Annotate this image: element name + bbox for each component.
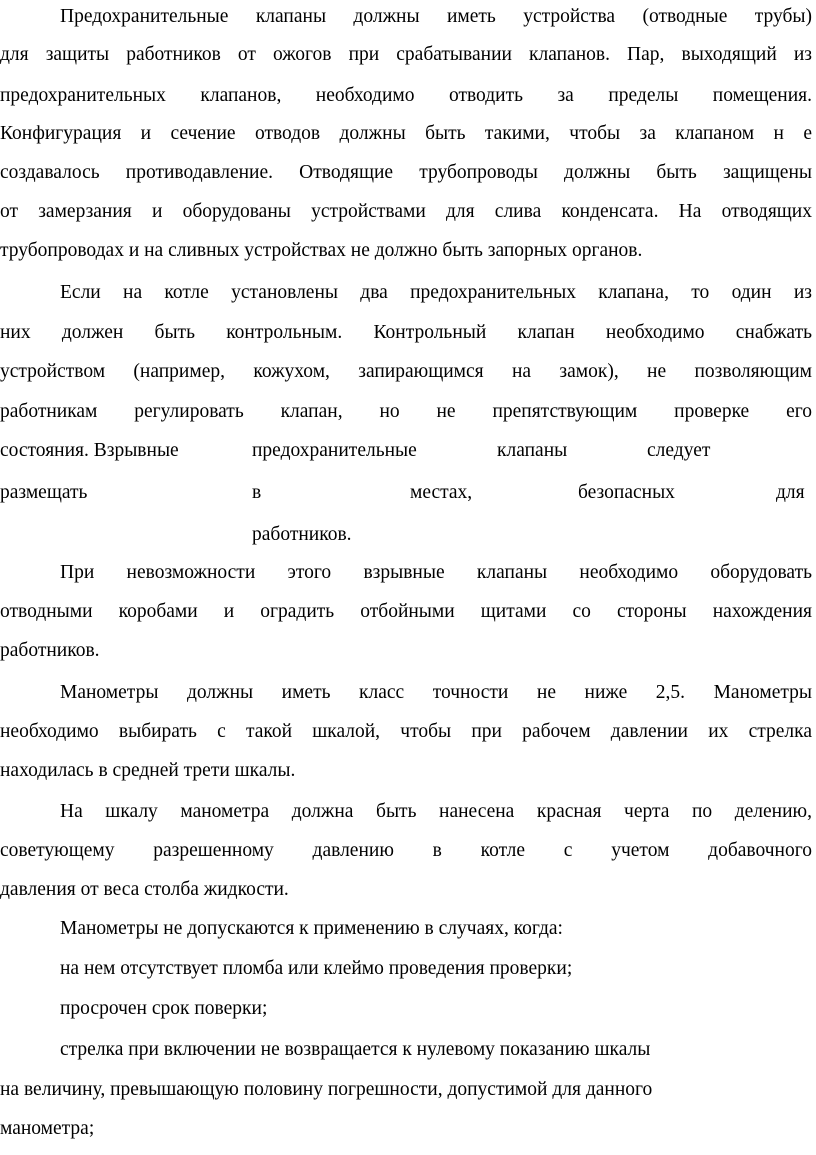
- text-line: на величину, превышающую половину погрешности, допустимой для данного: [0, 1079, 653, 1100]
- text-line: необходимо выбирать с такой шкалой, чтобы при рабочем давлении их стрелка: [0, 721, 812, 742]
- text-line: просрочен срок поверки;: [60, 998, 268, 1019]
- text-line: На шкалу манометра должна быть нанесена красная черта по делению,: [60, 801, 812, 822]
- text-line: для защиты работников от ожогов при срабатывании клапанов. Пар, выходящий из: [0, 44, 812, 65]
- text-line: предохранительных клапанов, необходимо отводить за пределы помещения.: [0, 85, 812, 106]
- text-line: манометра;: [0, 1118, 95, 1139]
- text-line-columns: [0, 474, 812, 512]
- text-cell: следует: [647, 440, 711, 461]
- text-line: устройством (например, кожухом, запирающимся на замок), не позволяющим: [0, 361, 812, 382]
- text-line: давления от веса столба жидкости.: [0, 879, 289, 900]
- text-line: Если на котле установлены два предохранительных клапана, то один из: [60, 282, 812, 303]
- text-line-columns: [0, 432, 812, 470]
- text-line: на нем отсутствует пломба или клеймо проведения проверки;: [60, 958, 573, 979]
- text-line: трубопроводах и на сливных устройствах не должно быть запорных органов.: [0, 240, 643, 261]
- text-cell: размещать: [0, 482, 88, 503]
- text-line: Предохранительные клапаны должны иметь устройства (отводные трубы): [60, 6, 812, 27]
- text-cell: в: [252, 482, 262, 503]
- text-line: создавалось противодавление. Отводящие трубопроводы должны быть защищены: [0, 162, 812, 183]
- text-cell: состояния. Взрывные: [0, 440, 179, 461]
- text-line: Конфигурация и сечение отводов должны быть такими, чтобы за клапаном н е: [0, 123, 812, 144]
- text-line: советующему разрешенному давлению в котле с учетом добавочного: [0, 840, 812, 861]
- text-cell: безопасных: [578, 482, 675, 503]
- text-cell: работников.: [252, 524, 352, 545]
- text-cell: для: [776, 482, 805, 503]
- text-line: Манометры не допускаются к применению в случаях, когда:: [60, 918, 563, 939]
- text-cell: предохранительные: [252, 440, 417, 461]
- text-line: находилась в средней трети шкалы.: [0, 760, 296, 781]
- text-line: стрелка при включении не возвращается к нулевому показанию шкалы: [60, 1039, 651, 1060]
- text-line: [0, 516, 812, 554]
- text-cell: клапаны: [497, 440, 568, 461]
- text-cell: местах,: [410, 482, 473, 503]
- text-line: работникам регулировать клапан, но не препятствующим проверке его: [0, 401, 812, 422]
- text-line: При невозможности этого взрывные клапаны необходимо оборудовать: [60, 562, 812, 583]
- text-line: них должен быть контрольным. Контрольный клапан необходимо снабжать: [0, 322, 812, 343]
- text-line: Манометры должны иметь класс точности не ниже 2,5. Манометры: [60, 682, 812, 703]
- text-line: от замерзания и оборудованы устройствами для слива конденсата. На отводящих: [0, 201, 812, 222]
- text-line: отводными коробами и оградить отбойными щитами со стороны нахождения: [0, 601, 812, 622]
- text-line: работников.: [0, 640, 100, 661]
